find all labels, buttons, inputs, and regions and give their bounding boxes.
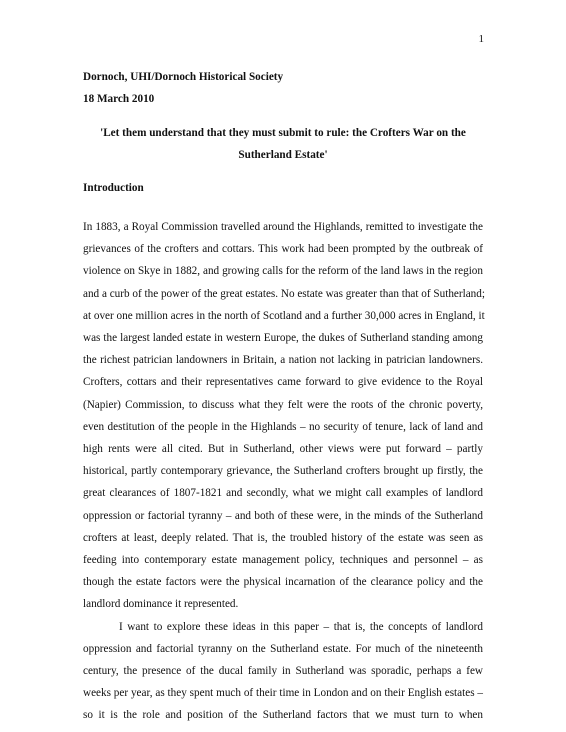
text-line: I want to explore these ideas in this paper – that is, the concepts of landlord bbox=[119, 620, 483, 633]
paper-title bbox=[83, 122, 483, 166]
title-line: Sutherland Estate' bbox=[238, 149, 328, 161]
page-number: 1 bbox=[478, 33, 484, 45]
text-line: though the estate factors were the physical incarnation of the clearance policy and the bbox=[83, 576, 483, 589]
text-line: oppression or factorial tyranny – and both of these were, in the minds of the Sutherland bbox=[83, 509, 483, 522]
text-line: grievances of the crofters and cottars. This work had been prompted by the outbreak of bbox=[83, 243, 483, 256]
text-line: at over one million acres in the north of Scotland and a further 30,000 acres in England, it bbox=[83, 309, 485, 322]
title-line: 'Let them understand that they must submit to rule: the Crofters War on the bbox=[100, 127, 466, 139]
document-header bbox=[83, 66, 283, 110]
venue-line: Dornoch, UHI/Dornoch Historical Society bbox=[83, 71, 284, 83]
text-line: violence on Skye in 1882, and growing calls for the reform of the land laws in the region bbox=[83, 265, 483, 278]
paragraph-2 bbox=[83, 616, 483, 727]
date-line: 18 March 2010 bbox=[83, 93, 155, 105]
text-line: the richest patrician landowners in Britain, a nation not lacking in patrician landowners. bbox=[83, 354, 483, 367]
paragraph-1 bbox=[83, 216, 483, 616]
text-line: landlord dominance it represented. bbox=[83, 598, 239, 611]
text-line: (Napier) Commission, to discuss what they felt were the roots of the chronic poverty, bbox=[83, 398, 483, 411]
text-line: weeks per year, as they spent much of their time in London and on their English estates – bbox=[83, 687, 483, 700]
section-heading: Introduction bbox=[83, 182, 144, 194]
text-line: and a curb of the power of the great estates. No estate was greater than that of Sutherland; bbox=[83, 287, 485, 300]
text-line: even destitution of the people in the Highlands – no security of tenure, lack of land and bbox=[83, 420, 483, 433]
text-line: so it is the role and position of the Sutherland factors that we must turn to when bbox=[83, 709, 483, 722]
text-line: great clearances of 1807-1821 and secondly, what we might call examples of landlord bbox=[83, 487, 483, 500]
text-line: high rents were all cited. But in Sutherland, other views were put forward – partly bbox=[83, 443, 483, 456]
text-line: feeding into contemporary estate management policy, techniques and personnel – as bbox=[83, 554, 483, 567]
text-line: century, the presence of the ducal family in Sutherland was sporadic, perhaps a few bbox=[83, 665, 483, 678]
text-line: oppression and factorial tyranny on the Sutherland estate. For much of the nineteenth bbox=[83, 642, 483, 655]
text-line: historical, partly contemporary grievance, the Sutherland crofters brought up firstly, the bbox=[83, 465, 483, 478]
text-line: was the largest landed estate in western Europe, the dukes of Sutherland standing among bbox=[83, 332, 483, 345]
text-line: In 1883, a Royal Commission travelled around the Highlands, remitted to investigate the bbox=[83, 221, 483, 233]
body-text bbox=[83, 216, 483, 727]
text-line: Crofters, cottars and their representatives came forward to give evidence to the Royal bbox=[83, 376, 483, 389]
text-line: crofters at least, deeply related. That is, the troubled history of the estate was seen as bbox=[83, 531, 483, 544]
